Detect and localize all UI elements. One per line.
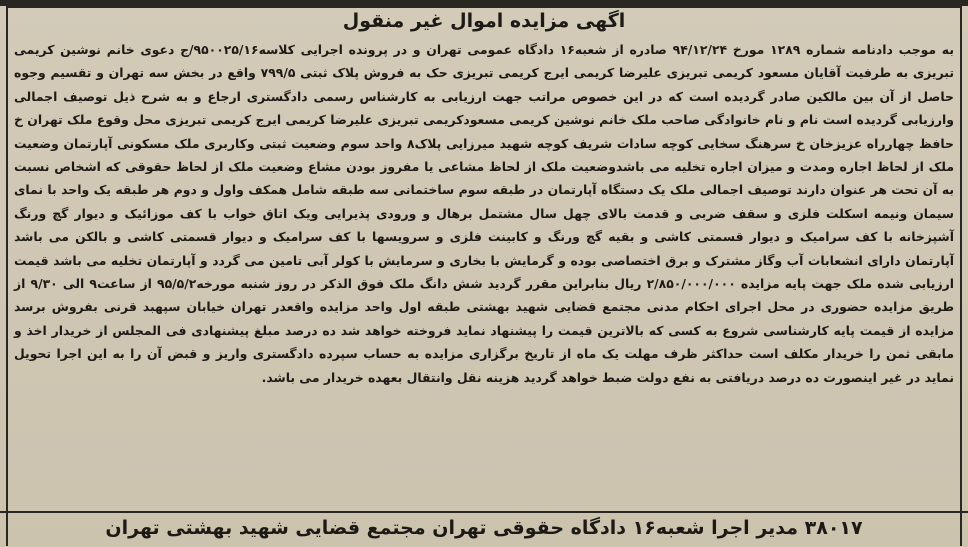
notice-title: اگهی مزایده اموال غیر منقول — [342, 10, 626, 32]
notice-body: به موجب دادنامه شماره ۱۲۸۹ مورخ ۹۴/۱۲/۲۴ صادره از شعبه‌۱۶ دادگاه عمومی تهران و در پرونده اجرایی کلاسه‌۹۵۰۰۲۵/۱۶/ج دعوی خانم نوشین کریمی تبریزی به طرفیت آقایان مسعود کریمی تبریزی علیرضا کریمی ایرج کریمی تبریزی حک به فروش پلاک ثبتی ۷۹۹/۵ واقع در بخش سه تهران و تقسیم وجوه حاصل از آن بین مالکین صادر گردیده است که در این خصوص مراتب جهت ارزیابی به کارشناس رسمی دادگستری ارجاع و به شرح ذیل توصیف اجمالی وارزیابی گردیده است نام و نام خانوادگی صاحب ملک خانم نوشین کریمی مسعودکریمی تبریزی علیرضا کریمی ایرج کریمی تبریزی محل وقوع ملک تهران خ حافظ چهارراه عزیزخان خ سرهنگ سخایی کوچه سادات شریف کوچه شهید میرزایی پلاک۸ واحد سوم وضعیت ثبتی وکاربری ملک مسکونی آپارتمان وضعیت ملک از لحاظ اجاره ومدت و میزان اجاره تخلیه می باشدوضعیت ملک از لحاظ مشاعی یا مفروز بودن مشاع وضعیت ملک از لحاظ حقوقی که اشخاص نسبت به آن تحت هر عنوان دارند توصیف اجمالی ملک یک دستگاه آپارتمان در طبقه سوم ساختمانی سه طبقه شامل همکف واول و دوم هر طبقه یک واحد با نمای سیمان ونیمه اسکلت فلزی و سقف ضربی و قدمت بالای چهل سال مشتمل برهال و ورودی پذیرایی ویک اتاق خواب با کف موزائیک و دیوار گچ ورنگ آشپزخانه با کف سرامیک و دیوار قسمتی کاشی و بقیه گچ ورنگ و کابینت فلزی و سرویسها با کف سرامیک و دیوار قسمتی کاشی و بالکن می باشد آپارتمان دارای انشعابات آب وگاز مشترک و برق اختصاصی بوده و گرمایش با بخاری و سرمایش با کولر آبی تامین می گردد و آپارتمان تخلیه می باشد قیمت ارزیابی شده ملک جهت پایه مزایده ۲/۸۵۰/۰۰۰/۰۰۰ ریال بنابراین مقرر گردید شش دانگ ملک فوق الذکر در روز شنبه مورخه۹۵/۵/۲ از ساعت۹ الی ۹/۳۰ از طریق مزایده حضوری در محل اجرای احکام مدنی مجتمع قضایی شهید بهشتی طبقه اول واحد مزایده واقعدر تهران خیابان سپهبد قرنی بفروش برسد مزایده از قیمت پایه کارشناسی شروع به کسی که بالاترین قیمت را پیشنهاد نماید فروخته خواهد شد ده درصد مبلغ پیشنهادی فی المجلس از خریدار اخذ و مابقی ثمن را خریدار مکلف است حداکثر ظرف مهلت یک ماه از تاریخ برگزاری مزایده به حساب سپرده دادگستری واریز و قبض آن را به این اجرا تحویل نماید در غیر اینصورت ده درصد دریافتی به نفع دولت ضبط خواهد گردید هزینه نقل وانتقال بعهده خریدار می باشد. — [14, 42, 955, 385]
notice-footer-signature: ۳۸۰۱۷ مدیر اجرا شعبه۱۶ دادگاه حقوقی تهران مجتمع قضایی شهید بهشتی تهران — [0, 511, 968, 545]
